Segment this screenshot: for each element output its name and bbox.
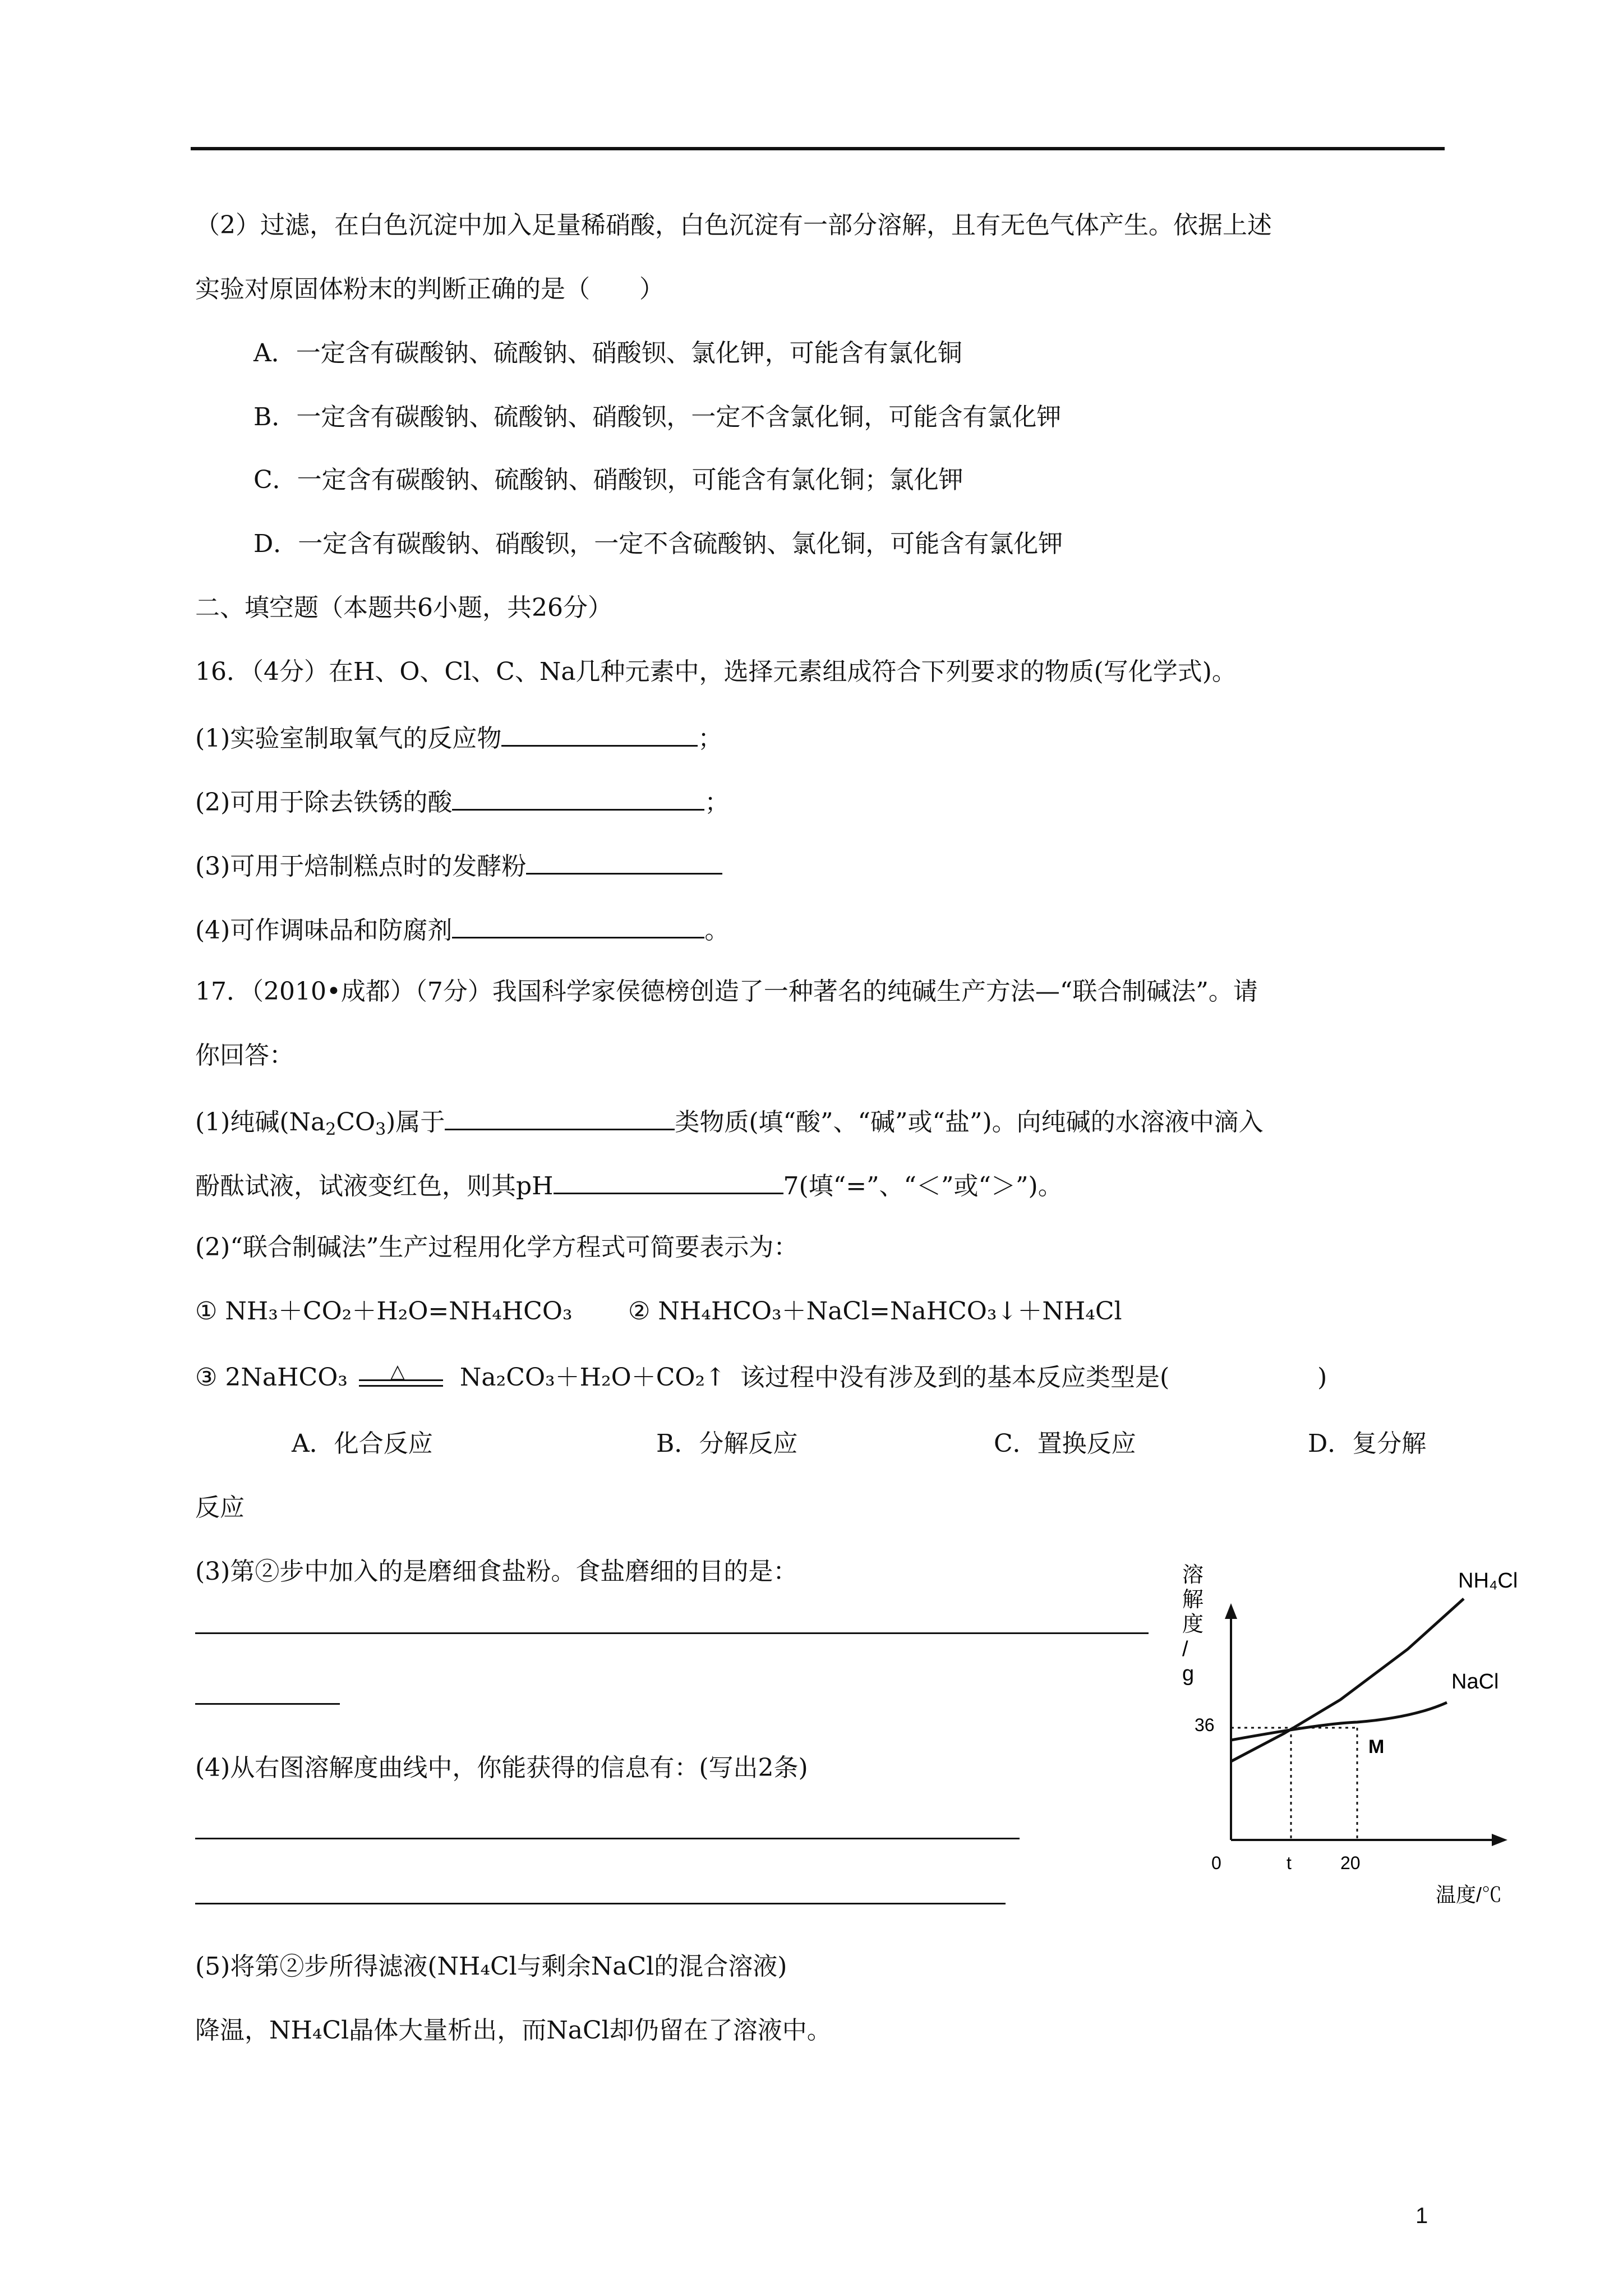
chart-ylabel bbox=[1182, 1563, 1204, 1686]
series-nh4cl-label: NH₄Cl bbox=[1458, 1569, 1518, 1593]
q17-option-b: B．分解反应 bbox=[656, 1429, 798, 1458]
answer-blank[interactable] bbox=[445, 1103, 675, 1130]
q16-item-2-end: ； bbox=[704, 788, 730, 817]
equation-3-right: Na₂CO₃＋H₂O＋CO₂↑ bbox=[459, 1363, 726, 1392]
answer-line[interactable] bbox=[195, 1903, 1006, 1904]
series-nacl-line bbox=[1231, 1703, 1447, 1740]
series-nh4cl-line bbox=[1231, 1599, 1464, 1761]
q17-option-d: D．复分解 bbox=[1308, 1429, 1427, 1458]
solubility-chart bbox=[1172, 1559, 1531, 1907]
q17-part2-intro: (2)“联合制碱法”生产过程用化学方程式可简要表示为： bbox=[195, 1233, 799, 1262]
q16-item-3 bbox=[195, 847, 722, 884]
series-nacl-label: NaCl bbox=[1451, 1670, 1499, 1694]
q15-option-c: C．一定含有碳酸钠、硫酸钠、硝酸钡，可能含有氯化铜；氯化钾 bbox=[253, 466, 963, 494]
equals-bar bbox=[359, 1379, 443, 1381]
q17-stem-line2: 你回答： bbox=[195, 1041, 294, 1070]
q17-p1-a3: )属于 bbox=[386, 1108, 445, 1137]
q15-option-d: D．一定含有碳酸钠、硝酸钡，一定不含硫酸钠、氯化铜，可能含有氯化钾 bbox=[253, 530, 1063, 558]
q17-p1-c: 酚酞试液，试液变红色，则其pH bbox=[195, 1172, 554, 1200]
q15-stem-line1: （2）过滤，在白色沉淀中加入足量稀硝酸，白色沉淀有一部分溶解，且有无色气体产生。依据上述 bbox=[195, 211, 1272, 240]
q16-stem: 16．（4分）在H、O、Cl、C、Na几种元素中，选择元素组成符合下列要求的物质(写化学式)。 bbox=[195, 657, 1237, 686]
q17-part2-question: 该过程中没有涉及到的基本反应类型是( ) bbox=[740, 1363, 1327, 1392]
q16-item-4-text: (4)可作调味品和防腐剂 bbox=[195, 916, 453, 945]
y-axis-arrow-icon bbox=[1225, 1603, 1237, 1619]
ylabel-char: 溶 bbox=[1182, 1563, 1204, 1587]
q15-option-a: A．一定含有碳酸钠、硫酸钠、硝酸钡、氯化钾，可能含有氯化铜 bbox=[253, 339, 962, 367]
q17-option-c: C．置换反应 bbox=[994, 1429, 1136, 1458]
q16-item-4 bbox=[195, 911, 729, 947]
q17-part3: (3)第②步中加入的是磨细食盐粉。食盐磨细的目的是： bbox=[195, 1557, 798, 1586]
answer-blank[interactable] bbox=[526, 847, 722, 875]
q16-item-2-text: (2)可用于除去铁锈的酸 bbox=[195, 788, 453, 817]
answer-line[interactable] bbox=[195, 1703, 340, 1705]
heat-condition bbox=[359, 1360, 443, 1396]
q17-part1-line2 bbox=[195, 1167, 1063, 1203]
ylabel-char: 度 bbox=[1182, 1613, 1204, 1636]
section-title: 二、填空题（本题共6小题，共26分） bbox=[195, 593, 612, 622]
q16-item-4-end: 。 bbox=[704, 916, 730, 945]
q17-option-a: A．化合反应 bbox=[292, 1429, 433, 1458]
x-tick-0: 0 bbox=[1211, 1853, 1221, 1873]
page-number: 1 bbox=[1415, 2203, 1428, 2228]
q17-p1-sub2: 3 bbox=[375, 1120, 386, 1139]
point-m-label: M bbox=[1368, 1736, 1385, 1757]
q17-part5-line1: (5)将第②步所得滤液(NH₄Cl与剩余NaCl的混合溶液) bbox=[195, 1952, 787, 1981]
q17-part1-line1 bbox=[195, 1103, 1264, 1139]
ylabel-char: g bbox=[1182, 1662, 1195, 1686]
equation-1: ① NH₃＋CO₂＋H₂O=NH₄HCO₃ bbox=[195, 1297, 573, 1326]
ylabel-char: / bbox=[1182, 1637, 1188, 1661]
q16-item-1-end: ； bbox=[698, 724, 723, 753]
q17-p1-a: (1)纯碱(Na bbox=[195, 1108, 326, 1137]
answer-line[interactable] bbox=[195, 1632, 1149, 1634]
equation-3 bbox=[195, 1361, 726, 1396]
q17-p1-b: 类物质(填“酸”、“碱”或“盐”)。向纯碱的水溶液中滴入 bbox=[675, 1108, 1264, 1137]
heat-triangle-icon: △ bbox=[390, 1360, 405, 1383]
q16-item-3-text: (3)可用于焙制糕点时的发酵粉 bbox=[195, 852, 527, 881]
chart-xlabel: 温度/℃ bbox=[1436, 1883, 1502, 1906]
answer-blank[interactable] bbox=[452, 911, 704, 938]
q17-p1-sub1: 2 bbox=[325, 1120, 336, 1139]
x-axis-arrow-icon bbox=[1492, 1834, 1507, 1846]
q15-stem-line2: 实验对原固体粉末的判断正确的是（ ） bbox=[195, 275, 664, 303]
equals-bar bbox=[359, 1385, 443, 1387]
q17-part4: (4)从右图溶解度曲线中，你能获得的信息有：(写出2条) bbox=[195, 1754, 808, 1782]
equation-3-left: ③ 2NaHCO₃ bbox=[195, 1363, 348, 1392]
answer-blank[interactable] bbox=[452, 783, 704, 811]
q17-p1-a2: CO bbox=[336, 1108, 376, 1137]
answer-blank[interactable] bbox=[554, 1167, 783, 1194]
x-tick-20: 20 bbox=[1340, 1853, 1361, 1873]
answer-blank[interactable] bbox=[501, 719, 698, 747]
header-rule bbox=[191, 147, 1445, 150]
equation-2: ② NH₄HCO₃＋NaCl=NaHCO₃↓＋NH₄Cl bbox=[628, 1297, 1122, 1326]
q17-p1-d: 7(填“=”、“＜”或“＞”)。 bbox=[783, 1172, 1063, 1200]
q16-item-1 bbox=[195, 719, 722, 756]
q16-item-2 bbox=[195, 783, 729, 820]
q15-option-b: B．一定含有碳酸钠、硫酸钠、硝酸钡，一定不含氯化铜，可能含有氯化钾 bbox=[253, 403, 1062, 431]
q17-option-d-wrap: 反应 bbox=[195, 1493, 245, 1522]
q17-part5-line2: 降温，NH₄Cl晶体大量析出，而NaCl却仍留在了溶液中。 bbox=[195, 2016, 832, 2045]
q16-item-1-text: (1)实验室制取氧气的反应物 bbox=[195, 724, 502, 753]
y-tick-36: 36 bbox=[1195, 1715, 1215, 1735]
q17-stem-line1: 17．（2010•成都）（7分）我国科学家侯德榜创造了一种著名的纯碱生产方法—“联合制碱法”。请 bbox=[195, 977, 1258, 1006]
answer-line[interactable] bbox=[195, 1838, 1020, 1839]
x-tick-t: t bbox=[1287, 1853, 1292, 1873]
ylabel-char: 解 bbox=[1182, 1588, 1204, 1612]
